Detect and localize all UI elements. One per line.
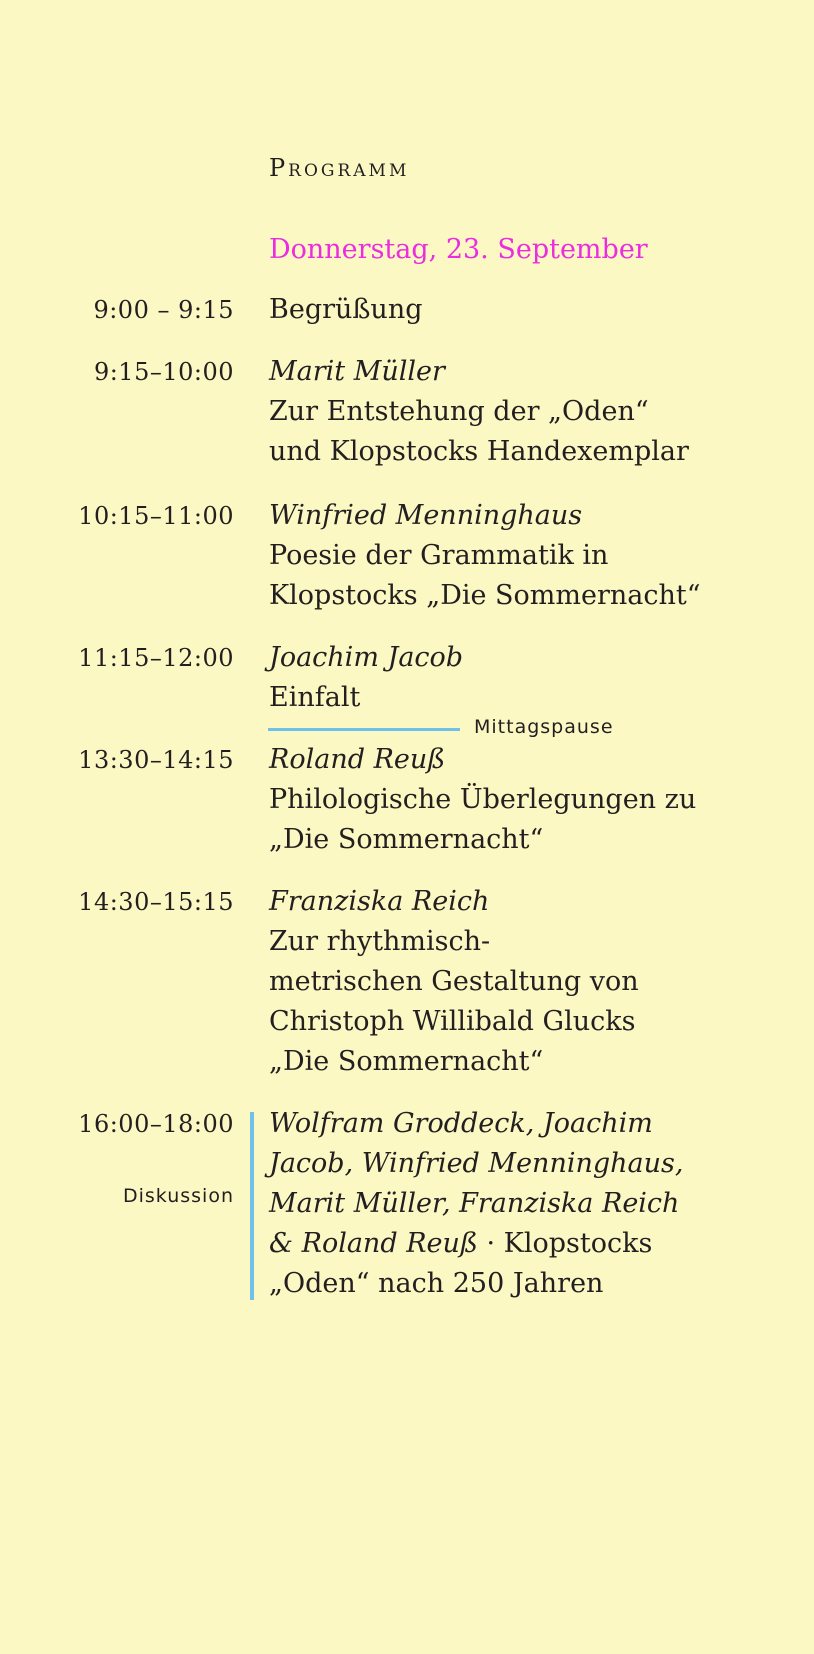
session-title: Philologische Überlegungen zu „Die Sommernacht“ bbox=[269, 784, 697, 855]
session-content bbox=[269, 290, 709, 330]
session-content bbox=[269, 638, 709, 718]
session-speaker: Franziska Reich bbox=[269, 886, 490, 917]
discussion-time: 16:00–18:00 bbox=[78, 1110, 234, 1138]
session-title: Begrüßung bbox=[269, 294, 423, 325]
discussion-content bbox=[269, 1104, 709, 1304]
pause-divider bbox=[268, 728, 460, 731]
session-content bbox=[269, 352, 689, 472]
session-speaker: Marit Müller bbox=[269, 356, 445, 387]
session-time: 13:30–14:15 bbox=[78, 746, 234, 774]
session-content bbox=[269, 740, 709, 860]
session-title: Poesie der Grammatik in Klopstocks „Die Sommernacht“ bbox=[269, 540, 701, 611]
discussion-title: Klopstocks „Oden“ nach 250 Jahren bbox=[269, 1228, 653, 1299]
session-speaker: Winfried Menninghaus bbox=[269, 500, 583, 531]
discussion-label: Diskussion bbox=[122, 1185, 234, 1207]
session-speaker: Joachim Jacob bbox=[269, 642, 464, 673]
session-content bbox=[269, 882, 639, 1082]
session-speaker: Roland Reuß bbox=[269, 744, 446, 775]
program-heading: Programm bbox=[269, 154, 410, 182]
discussion-bar bbox=[250, 1112, 254, 1300]
session-title: Einfalt bbox=[269, 682, 361, 713]
session-time: 9:00 – 9:15 bbox=[93, 296, 234, 324]
session-time: 9:15–10:00 bbox=[93, 358, 234, 386]
session-time: 11:15–12:00 bbox=[78, 644, 234, 672]
session-content bbox=[269, 496, 709, 616]
session-title: Zur Entstehung der „Oden“ und Klopstocks Handexemplar bbox=[269, 396, 689, 467]
session-time: 14:30–15:15 bbox=[78, 888, 234, 916]
session-title: Zur rhythmisch-metrischen Gestaltung von Christoph Willibald Glucks „Die Sommernacht“ bbox=[269, 926, 639, 1077]
discussion-speakers: Wolfram Groddeck, Joachim Jacob, Winfried Menninghaus, Marit Müller, Franziska Reich & Roland Reuß bbox=[269, 1108, 684, 1259]
discussion-separator: · bbox=[477, 1228, 504, 1259]
day-heading: Donnerstag, 23. September bbox=[269, 234, 648, 265]
session-time: 10:15–11:00 bbox=[78, 502, 234, 530]
pause-label: Mittagspause bbox=[474, 716, 614, 738]
